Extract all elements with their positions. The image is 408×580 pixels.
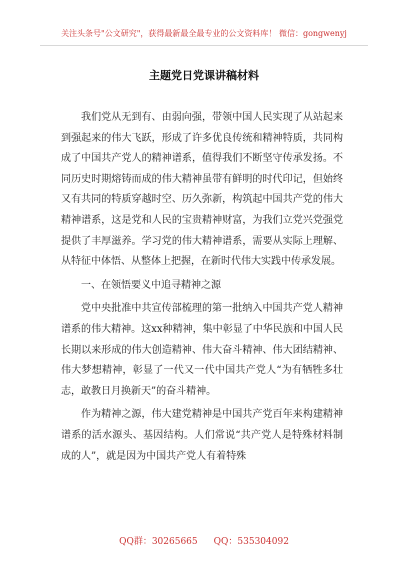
document-body <box>61 108 343 470</box>
footer-contact <box>0 536 408 548</box>
footer-qq: QQ：535304092 <box>213 537 289 547</box>
document-title: 主题党日党课讲稿材料 <box>149 69 259 82</box>
body-paragraph: 党中央批准中共宣传部梳理的第一批纳入中国共产党人精神谱系的伟大精神。这xx种精神，集中彰显了中华民族和中国人民长期以来形成的伟大创造精神、伟大奋斗精神、伟大团结精神、伟大梦想精神，彰显了一代又一代中国共产党人“为有牺牲多壮志，敢教日月换新天”的奋斗精神。 <box>61 303 343 397</box>
body-paragraph: 我们党从无到有、由弱向强，带领中国人民实现了从站起来到强起来的伟大飞跃，形成了许多优良传统和精神特质，共同构成了中国共产党人的精神谱系，值得我们不断坚守传承发扬。不同历史时期熔铸而成的伟大精神虽带有鲜明的时代印记，但始终又有共同的特质穿越时空、历久弥新，构筑起中国共产党的伟大精神谱系，这是党和人民的宝贵精神财富，为我们立党兴党强党提供了丰厚滋养。学习党的伟大精神谱系，需要从实际上理解、从特征中体悟、从整体上把握，在新时代伟大实践中传承发展。 <box>61 112 343 268</box>
footer-qq-group: QQ群：30265665 <box>119 537 198 547</box>
section-heading: 一、在领悟要义中追寻精神之源 <box>81 279 221 291</box>
body-paragraph: 作为精神之源，伟大建党精神是中国共产党百年来构建精神谱系的活水源头、基因结构。人们常说“共产党人是特殊材料制成的人”，就是因为中国共产党人有着特殊 <box>61 409 343 462</box>
header-divider <box>40 45 368 46</box>
header-promo-note: 关注头条号"公文研究"，获得最新最全最专业的公文资料库！ 微信：gongwenyj <box>61 29 347 38</box>
